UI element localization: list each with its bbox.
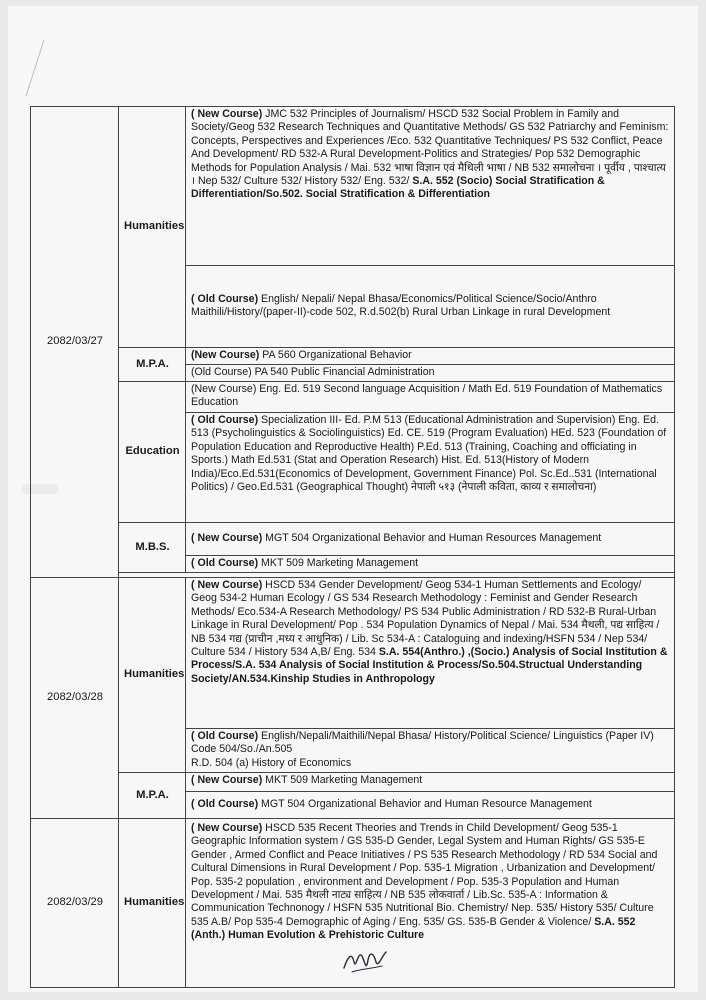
page-corner-mark	[18, 36, 58, 106]
course-tag: ( New Course)	[191, 108, 263, 120]
old-course-cell	[186, 556, 675, 573]
course-tag: ( Old Course)	[191, 292, 259, 305]
course-tag: ( Old Course)	[191, 730, 259, 742]
table-row	[31, 382, 675, 413]
table-row	[31, 773, 675, 792]
new-course-cell	[186, 523, 675, 556]
course-list: PA 560 Organizational Behavior	[259, 349, 412, 361]
course-tag: ( New Course)	[191, 532, 263, 545]
old-course-cell	[186, 413, 675, 523]
new-course-cell	[186, 819, 675, 988]
table-row	[31, 578, 675, 729]
table-row	[31, 348, 675, 365]
new-course-cell	[186, 348, 675, 365]
faculty-education: Education	[119, 382, 186, 523]
old-course-cell	[186, 729, 675, 773]
old-course-cell	[186, 792, 675, 819]
exam-date: 2082/03/27	[31, 107, 119, 578]
old-course-cell	[186, 265, 675, 347]
course-list-line2: R.D. 504 (a) History of Economics	[191, 756, 352, 769]
course-list-bold: S.A. 554(Anthro.) ,(Socio.) Analysis of Social Institution & Process/S.A. 534 Analysis of Social Institution & Process/So.504.Structual Understanding Society/AN.534.Kinship Studies in Anthropology	[191, 646, 668, 685]
new-course-cell: (New Course) Eng. Ed. 519 Second language Acquisition / Math Ed. 519 Foundation of Mathematics Education	[186, 382, 675, 413]
course-list: English/Nepali/Maithili/Nepal Bhasa/ History/Political Science/ Linguistics (Paper IV) Code 504/So./An.505	[191, 730, 654, 756]
course-list: MGT 504 Organizational Behavior and Human Resource Management	[258, 798, 592, 811]
course-tag: ( Old Course)	[191, 414, 259, 426]
course-list-bold: S.A. 552 (Socio) Social Stratification & Differentiation/So.502. Social Stratification & Differentiation	[191, 175, 605, 201]
new-course-cell	[186, 578, 675, 729]
table-row	[31, 523, 675, 556]
course-list: HSCD 534 Gender Development/ Geog 534-1 Human Settlements and Ecology/ Geog 534-2 Human Ecology / GS 534 Research Methodology : Feminist and Gender Research Methods/ Eco.534-A Research Methodology/ PS 534 Public Administration / RD 532-B Rural-Urban Linkage in Rural Development/ Pop . 534 Population Dynamics of Nepal / Mai. 534 मैथली, पद्य साहित्य / NB 534 गद्य (प्राचीन ,मध्य र आधुनिक) / Lib. Sc 534-A : Cataloguing and indexing/HSFN 534 / Nep 534/ Culture 534 / History 534 A,B/ Eng. 534	[191, 579, 660, 659]
course-tag: (New Course)	[191, 349, 260, 361]
faculty-mpa: M.P.A.	[119, 773, 186, 819]
handwritten-signature	[338, 942, 392, 978]
course-list: MGT 504 Organizational Behavior and Human Resources Management	[262, 532, 602, 545]
course-list-bold: S.A. 552 (Anth.) Human Evolution & Prehistoric Culture	[191, 915, 636, 942]
exam-date: 2082/03/28	[31, 578, 119, 819]
faculty-humanities: Humanities	[119, 819, 186, 988]
exam-date: 2082/03/29	[31, 819, 119, 988]
new-course-cell	[186, 107, 675, 266]
course-tag: ( Old Course)	[191, 557, 259, 569]
faculty-mbs: M.B.S.	[119, 523, 186, 573]
course-tag: ( New Course)	[191, 774, 263, 786]
faculty-humanities: Humanities	[119, 107, 186, 348]
faculty-mpa: M.P.A.	[119, 348, 186, 382]
course-list: MKT 509 Marketing Management	[262, 774, 423, 786]
course-list: JMC 532 Principles of Journalism/ HSCD 532 Social Problem in Family and Society/Geog 532 Research Techniques and Quantitative Methods/ GS 532 Patriarchy and Feminism: Concepts, Perspectives and Experiences /Eco. 532 Quantitative Techniques/ PS 532 Conflict, Peace And Development/ RD 532-A Rural Development-Politics and Strategies/ Pop 532 Demographic Methods for Population Analysis / Mai. 532 भाषा विज्ञान एवं मैथिली भाषा / NB 532 समालोचना । पूर्वीय , पाश्चात्य । Nep 532/ Culture 532/ History 532/ Eng. 532/	[191, 108, 669, 188]
table-row	[31, 107, 675, 266]
course-tag: ( Old Course)	[191, 798, 259, 811]
course-list: MKT 509 Marketing Management	[258, 557, 419, 569]
course-tag: ( New Course)	[191, 822, 263, 834]
exam-schedule-table	[30, 106, 675, 988]
new-course-cell	[186, 773, 675, 792]
course-list: Specialization III- Ed. P.M 513 (Educational Administration and Supervision) Eng. Ed. 513 (Psycholinguistics & Sociolinguistics) Ed. CE. 519 (Program Evaluation) HEd. 523 (Foundation of Population Education and Reproductive Health) P.Ed. 513 (Training, Coaching and officiating in Sports.) Math Ed.531 (Stat and Operation Research) Hist. Ed. 513(History of Modern India)/Eco.Ed.531(Economics of Development, Government Finance) Pol. Sc.Ed..531 (International Politics) / Geo.Ed.531 (Geographical Thought) नेपाली ५१३ (नेपाली कविता, काव्य र समालोचना)	[191, 414, 667, 494]
old-course-cell: (Old Course) PA 540 Public Financial Administration	[186, 365, 675, 382]
course-list: English/ Nepali/ Nepal Bhasa/Economics/Political Science/Socio/Anthro Maithili/History/(paper-II)-code 502, R.d.502(b) Rural Urban Linkage in rural Development	[191, 292, 611, 319]
faculty-humanities: Humanities	[119, 578, 186, 773]
course-list: HSCD 535 Recent Theories and Trends in Child Development/ Geog 535-1 Geographic Information system / GS 535-D Gender, Legal System and Human Rights/ GS 535-E Gender , Armed Conflict and Peace Initiatives / PS 535 Research Methodology / RD 534 Social and Cultural Dimensions in Rural Development / Pop. 535-1 Migration , Urbanization and Development/ Pop. 535-2 population , environment and Development / Pop. 535-3 Population and Human Development / Mai. 535 मैथली नाट्य साहित्य / NB 535 लोकवार्ता / Lib.Sc. 535-A : Information & Communication Technonogy / HSFN 535 Nutritional Bio. Chemistry/ Nep. 535/ History 535/ Culture 535 A.B/ Pop 535-4 Demographic of Aging / Eng. 535/ GS. 535-B Gender & Violence/	[191, 822, 658, 928]
course-tag: ( New Course)	[191, 579, 263, 591]
